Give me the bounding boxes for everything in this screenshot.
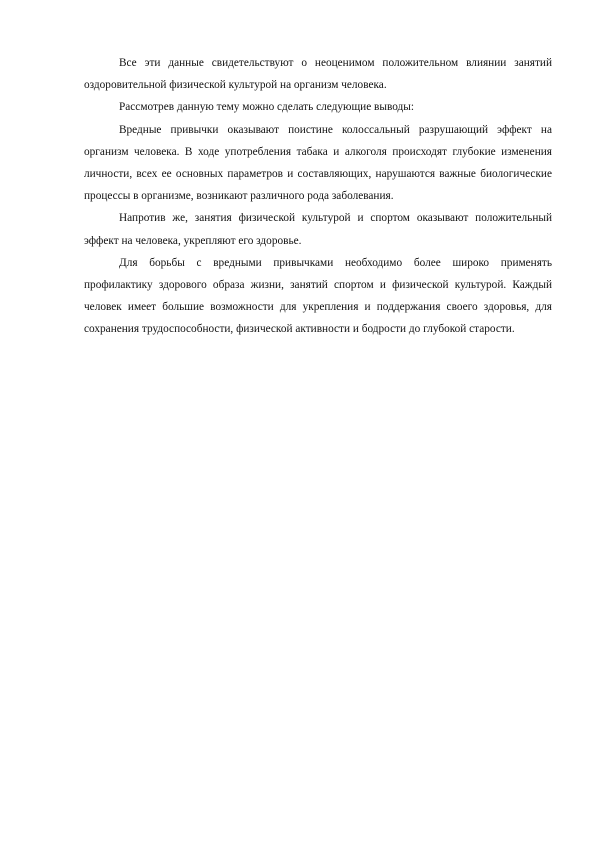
document-body [84,52,552,341]
paragraph-harmful-habits: Вредные привычки оказывают поистине колоссальный разрушающий эффект на организм человека. В ходе употребления табака и алкоголя происходят глубокие изменения личности, всех ее основных параметров и составляющих, нарушаются важные биологические процессы в организме, возникают различного рода заболевания. [84,123,552,203]
paragraph-prevention: Для борьбы с вредными привычками необходимо более широко применять профилактику здорового образа жизни, занятий спортом и физической культурой. Каждый человек имеет большие возможности для укрепления и поддержания своего здоровья, для сохранения трудоспособности, физической активности и бодрости до глубокой старости. [84,256,552,336]
paragraph-conclusion-intro: Все эти данные свидетельствуют о неоценимом положительном влиянии занятий оздоровительной физической культурой на организм человека. [84,57,552,92]
paragraph-sport-benefits: Напротив же, занятия физической культурой и спортом оказывают положительный эффект на человека, укрепляют его здоровье. [84,212,552,247]
paragraph-conclusions-lead: Рассмотрев данную тему можно сделать следующие выводы: [119,101,415,114]
